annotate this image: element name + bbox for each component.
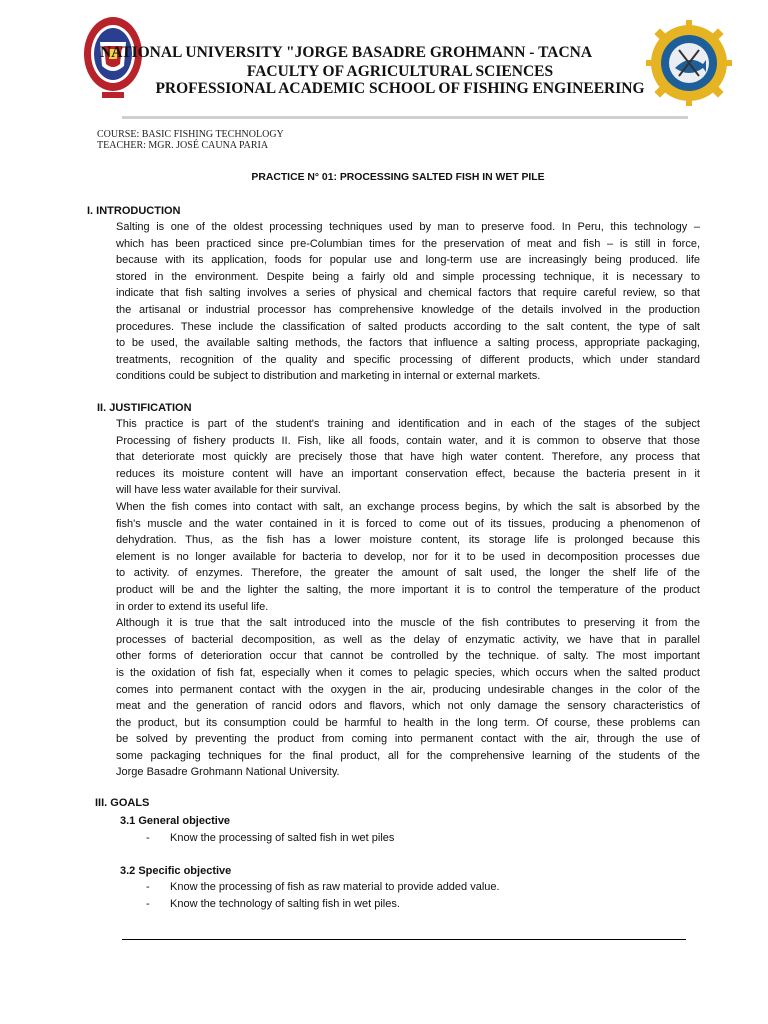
paragraph-line: the artisanal or industrial processor has comprehensive knowledge of the details involved in the production — [116, 303, 700, 316]
faculty-name: FACULTY OF AGRICULTURAL SCIENCES — [246, 63, 554, 80]
paragraph-line: because with its application, foods for popular use and long-term use are increasingly being produced. life — [116, 254, 700, 267]
general-objective-item — [146, 832, 394, 844]
course-meta — [97, 129, 284, 151]
bullet-dash: - — [146, 832, 150, 844]
paragraph-line: other forms of deterioration occur that cannot be controlled by the technique. of salty. The most important — [116, 650, 700, 663]
paragraph-line: will have less water available for their survival. — [116, 484, 341, 497]
footer-divider — [122, 939, 686, 940]
university-name: NATIONAL UNIVERSITY "JORGE BASADRE GROHMANN - TACNA — [100, 44, 593, 61]
paragraph-line: reduces its moisture content will have an important conservation effect, because the bacteria present in it — [116, 467, 700, 480]
paragraph-line: Although it is true that the salt introduced into the muscle of the fish contributes to preserving it from the — [116, 617, 700, 630]
paragraph-line: fish's muscle and the water contained in it is forced to come out of its tissues, producing a phenomenon of — [116, 517, 700, 530]
specific-objective-item — [146, 898, 400, 910]
bullet-dash: - — [146, 881, 150, 893]
goals-heading: III. GOALS — [95, 797, 150, 809]
general-objective-heading: 3.1 General objective — [120, 815, 231, 827]
paragraph-line: product will be and the lighter the salting, the more important it is to control the temperature of the product — [116, 583, 700, 596]
paragraph-line: procedures. These include the classification of salted products according to the salt content, the type of salt — [116, 320, 700, 333]
paragraph-line: stored in the environment. Despite being a fairly old and simple processing technique, it is necessary to — [116, 270, 700, 283]
specific-objective-heading: 3.2 Specific objective — [120, 865, 232, 877]
teacher-line: TEACHER: MGR. JOSÉ CAUNA PARIA — [97, 140, 269, 151]
paragraph-line: treatments, recognition of the quality and specific processing of different products, which under standard — [116, 353, 700, 366]
paragraph-line: This practice is part of the student's training and identification and in each of the stages of the subject — [116, 418, 700, 430]
paragraph-line: Processing of fishery products II. Fish, like all foods, contain water, and it is common to observe that those — [116, 434, 700, 447]
paragraph-line: indicate that fish salting involves a series of physical and chemical factors that require careful review, so that — [116, 287, 700, 300]
paragraph-line: conditions could be subject to distribution and marketing in internal or external markets. — [116, 370, 541, 383]
paragraph-line: to be used, the available salting methods, the factors that influence a salting process, appropriate packaging, — [116, 337, 700, 350]
justification-heading: II. JUSTIFICATION — [97, 402, 192, 414]
school-name: PROFESSIONAL ACADEMIC SCHOOL OF FISHING ENGINEERING — [155, 80, 645, 97]
paragraph-line: comes into permanent contact with the oxygen in the air, producing undesirable changes in the color of the — [116, 683, 700, 696]
introduction-heading: I. INTRODUCTION — [87, 205, 181, 217]
paragraph-line: When the fish comes into contact with salt, an exchange process begins, by which the salt is absorbed by the — [116, 500, 700, 513]
bullet-text: Know the processing of salted fish in wet piles — [170, 832, 395, 844]
paragraph-line: dehydration. Thus, as the fish has a lower moisture content, its storage life is prolonged because this — [116, 534, 700, 547]
paragraph-line: in order to extend its useful life. — [116, 600, 269, 613]
paragraph-line: which has been practiced since pre-Columbian times for the preservation of meat and fish – is still in force, — [116, 237, 700, 250]
paragraph-line: is the oxidation of fish fat, especially when it comes to pelagic species, which occurs when the salted product — [116, 666, 700, 679]
paragraph-line: Jorge Basadre Grohmann National University. — [116, 766, 340, 779]
introduction-paragraph — [116, 219, 700, 385]
course-line: COURSE: BASIC FISHING TECHNOLOGY — [97, 129, 284, 140]
practice-title: PRACTICE N° 01: PROCESSING SALTED FISH IN WET PILE — [251, 172, 545, 183]
paragraph-line: to activity. of enzymes. Therefore, the greater the amount of salt used, the longer the shelf life of the — [116, 567, 700, 580]
justification-paragraph — [116, 416, 700, 781]
paragraph-line: that deteriorate most quickly are precisely those that have high water content. Therefore, any process that — [116, 451, 700, 464]
bullet-text: Know the processing of fish as raw material to provide added value. — [170, 881, 500, 893]
paragraph-line: meat and the generation of rancid odors and flavors, which not only damage the sensory characteristics of — [116, 700, 700, 713]
paragraph-line: processes of bacterial decomposition, as well as the delay of enzymatic activity, we have that in parallel — [116, 633, 700, 646]
paragraph-line: be solved by preventing the product from coming into permanent contact with the air, through the use of — [116, 733, 700, 746]
bullet-dash: - — [146, 898, 150, 910]
specific-objective-item — [146, 881, 500, 893]
paragraph-line: the product, but its consumption could be harmful to health in the long term. Of course, these problems can — [116, 716, 700, 729]
bullet-text: Know the technology of salting fish in wet piles. — [170, 898, 400, 910]
header-divider — [122, 116, 688, 119]
paragraph-line: element is no longer available for bacteria to develop, nor for it to be used in decomposition processes due — [116, 550, 700, 563]
paragraph-line: some packaging techniques for the final product, all for the comprehensive learning of the students of the — [116, 749, 700, 762]
paragraph-line: Salting is one of the oldest processing techniques used by man to preserve food. In Peru, this technology – — [116, 221, 700, 233]
